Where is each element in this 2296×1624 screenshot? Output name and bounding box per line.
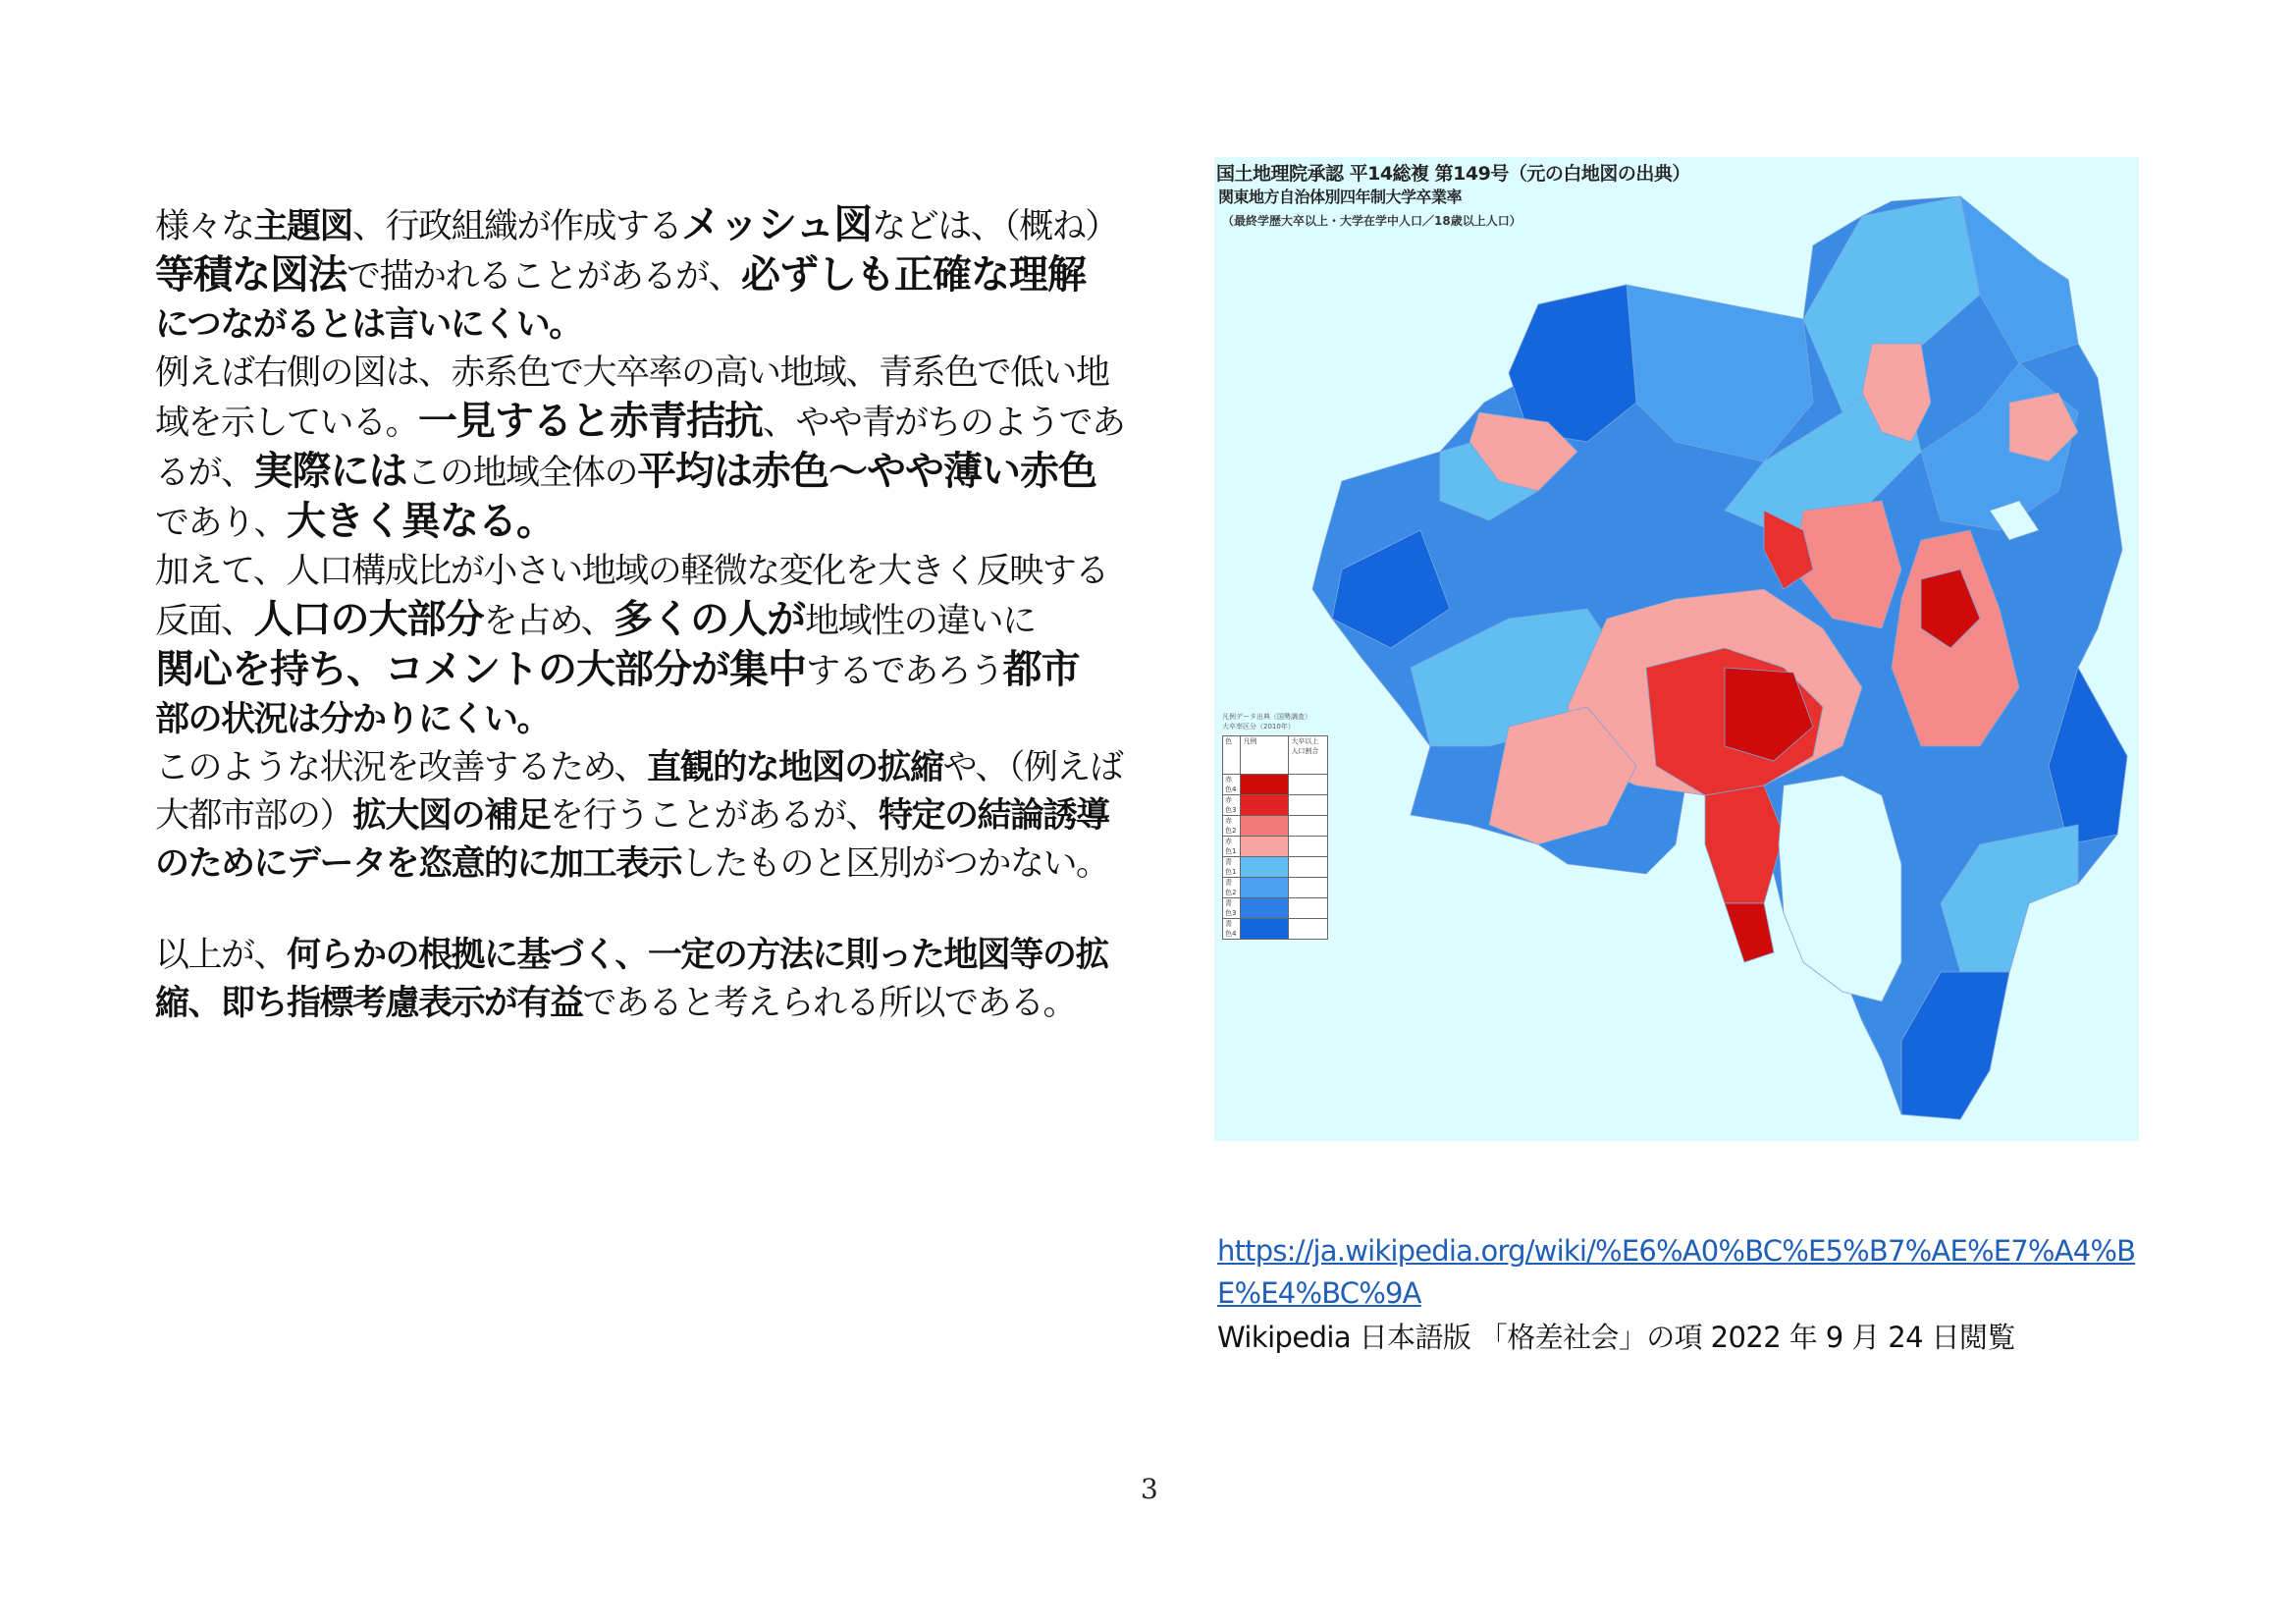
emphasis-text: 特定の結論誘導 [879,796,1109,836]
legend-label: 赤色4 [1223,775,1241,795]
source-block [1217,1230,2160,1360]
emphasis-text: のためにデータを恣意的に加工表示 [155,844,682,884]
emphasis-text: 都市 [1002,647,1080,692]
emphasis-text: 多くの人が [614,597,806,642]
plain-text: を行うことがあるが、 [550,796,880,836]
emphasis-text: 何らかの根拠に基づく、一定の方法に則った地図等の拡 [287,936,1108,975]
emphasis-text: 大きく異なる。 [287,499,556,544]
text-line [155,201,1118,251]
emphasis-text: につながるとは言いにくい。 [155,305,582,345]
text-line [155,398,1125,448]
emphasis-text: 縮、即ち指標考慮表示が有益 [155,984,583,1023]
plain-text: るが、 [155,454,254,493]
legend-row [1223,775,1328,795]
legend-header: 凡例 [1241,736,1289,775]
legend-value [1289,816,1328,837]
plain-text: 、やや青がちのようであ [763,404,1125,443]
plain-text: 加えて、人口構成比が小さい地域の軽微な変化を大きく反映する [155,552,1108,591]
plain-text: などは、（概ね） [872,207,1118,246]
region-yokosuka [1725,903,1774,962]
legend-caption: 凡例データ出典（国勢調査） [1222,713,1311,721]
legend-swatch [1241,837,1289,857]
legend-row [1223,857,1328,878]
legend-label: 青色4 [1223,919,1241,940]
plain-text: 地域性の違いに [805,602,1036,641]
legend-label: 赤色3 [1223,795,1241,816]
paragraph-gap [155,889,1097,932]
plain-text: するであろう [806,652,1003,691]
legend-label: 青色2 [1223,878,1241,898]
plain-text: を占め、 [483,602,614,641]
text-line [155,301,1097,350]
plain-text: 例えば右側の図は、赤系色で大卒率の高い地域、青系色で低い地 [155,353,1109,393]
text-line [155,448,1097,498]
text-line [155,646,1097,696]
plain-text: 反面、 [155,602,254,641]
legend-value [1289,837,1328,857]
plain-text: 、行政組織が作成する [352,207,682,246]
text-line [155,744,1123,792]
emphasis-text: 平均は赤色～やや薄い赤色 [637,449,1097,494]
legend-label: 青色3 [1223,898,1241,919]
legend-swatch [1241,919,1289,940]
legend-label: 赤色2 [1223,816,1241,837]
legend-value [1289,795,1328,816]
emphasis-text: 一見すると赤青拮抗 [418,399,764,444]
tokyo-bay [1779,776,1901,1001]
emphasis-text: 直観的な地図の拡縮 [647,748,943,787]
emphasis-text: 実際には [253,449,407,494]
text-line [155,840,1109,889]
text-line [155,932,1108,980]
emphasis-text: 拡大図の補足 [352,796,551,836]
text-line [155,548,1108,596]
plain-text: 以上が、 [155,936,288,975]
emphasis-text: 部の状況は分かりにくい。 [155,700,551,739]
text-line [155,696,1097,744]
region-gunma-dark [1509,285,1636,442]
plain-text: や、（例えば [942,748,1123,787]
text-line [155,980,1097,1028]
legend-row [1223,898,1328,919]
plain-text: 域を示している。 [155,404,419,443]
legend-value [1289,775,1328,795]
map-title: 関東地方自治体別四年制大学卒業率 [1218,188,1463,206]
legend-label: 赤色1 [1223,837,1241,857]
legend-swatch [1241,795,1289,816]
legend-label: 青色1 [1223,857,1241,878]
legend-header: 色 [1223,736,1241,775]
emphasis-text: 等積な図法 [155,252,347,298]
legend-value [1289,898,1328,919]
legend-swatch [1241,898,1289,919]
legend-swatch [1241,857,1289,878]
legend-swatch [1241,816,1289,837]
emphasis-text: 人口の大部分 [253,597,484,642]
legend-caption: 大卒率区分（2010年） [1222,723,1295,731]
text-line [155,350,1109,398]
emphasis-text: 必ずしも正確な理解 [741,252,1087,298]
plain-text: 様々な [155,207,254,246]
legend-swatch [1241,775,1289,795]
legend-row [1223,837,1328,857]
legend-table [1222,735,1328,940]
text-line [155,596,1097,646]
legend-row [1223,878,1328,898]
page-number: 3 [1141,1473,1158,1505]
text-line [155,251,1097,301]
plain-text: この地域全体の [406,454,638,493]
emphasis-text: 関心を持ち、コメントの大部分が集中 [155,647,806,692]
legend-row [1223,795,1328,816]
map-credit: 国土地理院承認 平14総複 第149号（元の白地図の出典） [1216,163,1690,185]
legend-row [1223,919,1328,940]
emphasis-text: 主題図 [253,207,353,246]
source-citation: Wikipedia 日本語版 「格差社会」の項 2022 年 9 月 24 日閲覧 [1217,1321,2015,1354]
kanto-choropleth-map-figure [1214,157,2139,1141]
source-link[interactable]: https://ja.wikipedia.org/wiki/%E6%A0%BC%E5%B7%AE%E7%A4%BE%E4%BC%9A [1217,1234,2136,1310]
plain-text: このような状況を改善するため、 [155,748,648,787]
legend-header: 大卒以上人口割合 [1289,736,1328,775]
legend-value [1289,919,1328,940]
map-subtitle: （最終学歴大卒以上・大学在学中人口／18歳以上人口） [1222,214,1522,228]
legend-swatch [1241,878,1289,898]
emphasis-text: メッシュ図 [681,202,873,247]
body-text [155,201,1125,1028]
text-line [155,498,1097,548]
map-legend [1222,712,1328,940]
plain-text: であり、 [155,504,288,543]
plain-text: であると考えられる所以である。 [582,984,1077,1023]
legend-row [1223,816,1328,837]
legend-value [1289,857,1328,878]
plain-text: したものと区別がつかない。 [681,844,1109,884]
legend-value [1289,878,1328,898]
plain-text: 大都市部の） [155,796,353,836]
plain-text: で描かれることがあるが、 [347,257,742,297]
text-line [155,792,1109,840]
kanto-map [1214,157,2139,1141]
